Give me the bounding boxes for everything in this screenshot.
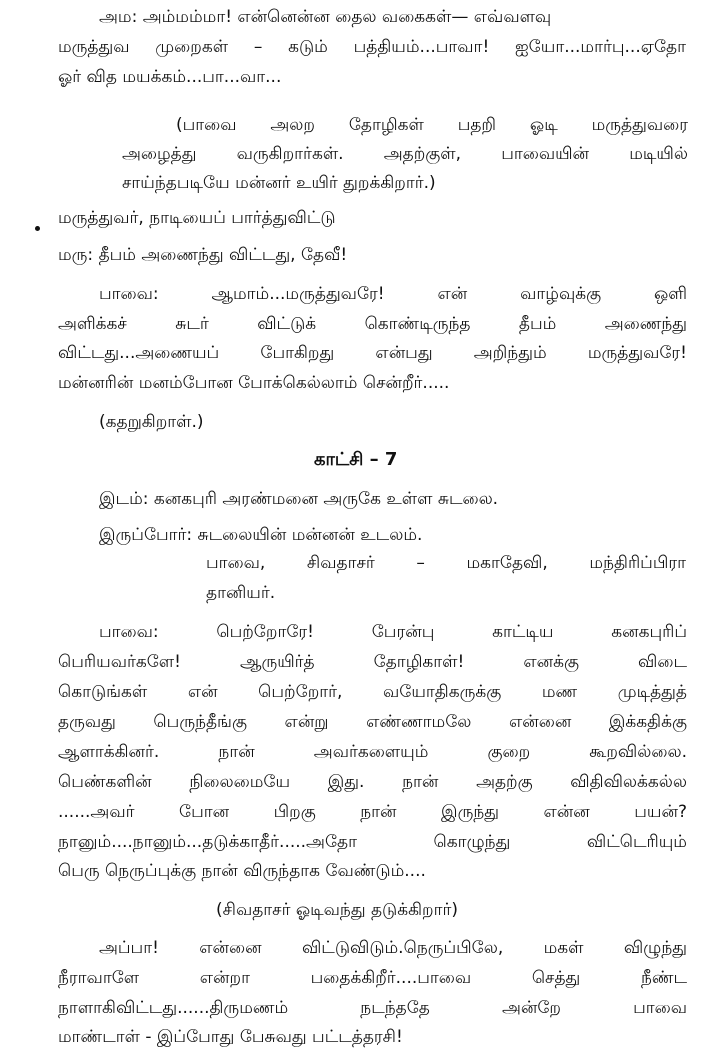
text-line: மாண்டாள் - இப்போது பேசுவது பட்டத்தரசி! <box>58 1027 403 1047</box>
text-line: தானியர். <box>206 583 276 603</box>
stage-direction: (பாவை அலற தோழிகள் பதறி ஓடி மருத்துவரை <box>176 115 688 135</box>
text-line: ஆளாக்கினர். நான் அவர்களையும் குறை கூறவில்லை. <box>58 742 687 762</box>
text-line: மரு: தீபம் அணைந்து விட்டது, தேவீ! <box>58 245 348 265</box>
text-line: மருத்துவ முறைகள் – கடும் பத்தியம்...பாவா! ஐயோ...மார்பு...ஏதோ <box>58 37 686 57</box>
text-line: நீராவாளே என்றா பதைக்கிறீர்....பாவை செத்து நீண்ட <box>58 968 687 988</box>
text-line: ......அவர் போன பிறகு நான் இருந்து என்ன பயன்? <box>58 802 687 822</box>
stray-mark <box>35 226 40 231</box>
text-line: அப்பா! என்னை விட்டுவிடும்.நெருப்பிலே, மகள் விழுந்து <box>99 938 687 958</box>
text-line: பெரு நெருப்புக்கு நான் விருந்தாக வேண்டும்.... <box>58 861 426 881</box>
text-line: நானும்....நானும்...தடுக்காதீர்.....அதோ கொழுந்து விட்டெரியும் <box>58 832 687 852</box>
scene-heading: காட்சி – 7 <box>314 449 398 470</box>
text-line: மன்னரின் மனம்போன போக்கெல்லாம் சென்றீர்..... <box>58 373 450 393</box>
text-line: மருத்துவர், நாடியைப் பார்த்துவிட்டு <box>58 208 336 228</box>
text-line: விட்டது...அணையப் போகிறது என்பது அறிந்தும் மருத்துவரே! <box>58 343 687 363</box>
text-line: பாவை, சிவதாசர் – மகாதேவி, மந்திரிப்பிரா <box>206 553 686 573</box>
text-line: அளிக்கச் சுடர் விட்டுக் கொண்டிருந்த தீபம் அணைந்து <box>58 314 687 334</box>
text-line: அம: அம்மம்மா! என்னென்ன தைல வகைகள்— எவ்வளவு <box>99 7 552 27</box>
text-line: கொடுங்கள் என் பெற்றோர், வயோதிகருக்கு மண முடித்துத் <box>58 682 687 702</box>
text-line: ஓர் வித மயக்கம்...பா...வா... <box>58 67 282 87</box>
text-line: பாவை: பெற்றோரே! பேரன்பு காட்டிய கனகபுரிப் <box>99 622 687 642</box>
text-line: தருவது பெருந்தீங்கு என்று எண்ணாமலே என்னை இக்கதிக்கு <box>58 712 687 732</box>
text-line: பெண்களின் நிலைமையே இது. நான் அதற்கு விதிவிலக்கல்ல <box>58 772 687 792</box>
text-line: பாவை: ஆமாம்...மருத்துவரே! என் வாழ்வுக்கு ஒளி <box>99 284 687 304</box>
stage-direction: சாய்ந்தபடியே மன்னர் உயிர் துறக்கிறார்.) <box>122 173 436 193</box>
text-line: இடம்: கனகபுரி அரண்மனை அருகே உள்ள சுடலை. <box>99 489 499 509</box>
stage-direction: அழைத்து வருகிறார்கள். அதற்குள், பாவையின் மடியில் <box>122 144 688 164</box>
text-line: பெரியவர்களே! ஆருயிர்த் தோழிகாள்! எனக்கு விடை <box>58 652 687 672</box>
text-line: இருப்போர்: சுடலையின் மன்னன் உடலம். <box>99 525 423 545</box>
stage-direction: (கதறுகிறாள்.) <box>99 412 204 432</box>
stage-direction: (சிவதாசர் ஓடிவந்து தடுக்கிறார்) <box>216 900 459 920</box>
text-line: நாளாகிவிட்டது......திருமணம் நடந்ததே அன்றே பாவை <box>58 998 687 1018</box>
